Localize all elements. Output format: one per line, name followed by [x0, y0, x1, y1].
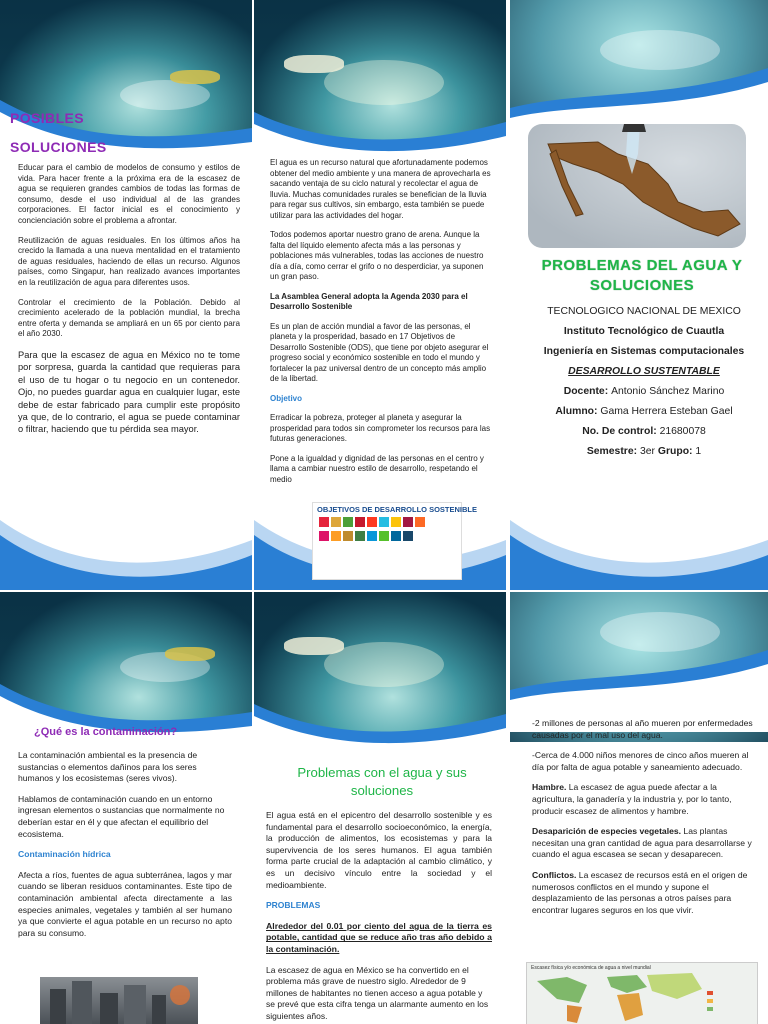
panel-agenda-2030 — [254, 0, 506, 590]
heading: POSIBLES SOLUCIONES — [10, 110, 107, 155]
body-text: El agua es un recurso natural que afortunadamente podemos obtener del medio ambiente y una manera de aprovecharla es sacando ventaja de su ciclo natural y recolectar el agua de lluvia. Muchas comunidades rurales se benefician de la lluvia para regar sus cultivos, sin embargo, esta también se puede utilizar para las actividades del hogar. Todos podemos aportar nuestro grano de arena. Aunque la falta del líquido elemento afecta más a las personas y poblaciones más vulnerables, todas las acciones de nuestro día a día, como cerrar el grifo o no desperdiciar, ya suponen un gran paso. La Asamblea General adopta la Agenda 2030 para el Desarrollo Sostenible Es un plan de acción mundial a favor de las personas, el planeta y la prosperidad, basado en 17 Objetivos de Desarrollo Sostenible (ODS), que tiene por objeto asegurar el progreso social y económico sostenible en todo el mundo y fortalecer la paz universal dentro de un concepto más amplio de la libertad. Objetivo Erradicar la pobreza, proteger al planeta y asegurar la prosperidad para todos sin comprometer los recursos para las futuras generaciones. Pone a la igualdad y dignidad de las personas en el centro y llama a cambiar nuestro estilo de desarrollo, respetando el medio — [270, 158, 491, 484]
objetivo-heading: Objetivo — [270, 393, 303, 403]
docente-line: Docente: Antonio Sánchez Marino — [563, 386, 725, 397]
mexico-map-image — [528, 124, 746, 248]
career: Ingeniería en Sistemas computacionales — [543, 346, 745, 357]
subject: DESARROLLO SUSTENTABLE — [568, 366, 720, 377]
document-title: PROBLEMAS DEL AGUA Y SOLUCIONES — [541, 257, 743, 294]
wave-footer — [510, 500, 768, 590]
body-text: La contaminación ambiental es la presencia de sustancias o elementos dañinos para los seres humanos y los ecosistemas (seres vivos). Hablamos de contaminación cuando en un entorno ingresan elementos o sustancias que normalmente no deberían estar en él y que afectan el equilibrio del ecosistema. Contaminación hídrica Afecta a ríos, fuentes de agua subterránea, lagos y mar cuando se liberan residuos contaminantes. Este tipo de contaminación ambiental afecta directamente a las especies animales, vegetales y también al ser humano ya que convierte el agua potable en un recurso no apto para su consumo. — [18, 750, 232, 938]
pollution-city-image — [40, 977, 198, 1024]
cover-info — [538, 305, 750, 465]
sdg-logo-image: OBJETIVOS DE DESARROLLO SOSTENIBLE — [312, 502, 462, 580]
school-name: TECNOLOGICO NACIONAL DE MEXICO — [547, 306, 741, 317]
alumno-line: Alumno: Gama Herrera Esteban Gael — [555, 406, 733, 417]
section-heading: ¿Qué es la contaminación? — [34, 726, 178, 738]
highlight-text: Alrededor del 0.01 por ciento del agua de la tierra es potable, cantidad que se reduce año tras año debido a la contaminación. — [266, 920, 492, 954]
wave-footer — [0, 500, 252, 590]
institute-name: Instituto Tecnológico de Cuautla — [563, 326, 725, 337]
body-text: -2 millones de personas al año mueren por enfermedades causadas por el mal uso del agua. -Cerca de 4.000 niños menores de cinco años mueren al día por falta de agua potable y saneamiento adecuado. Hambre. La escasez de agua puede afectar a la agricultura, la ganadería y la industria y, por lo tanto, producir escasez de alimentos y hambre. Desaparición de especies vegetales. Las plantas necesitan una gran cantidad de agua para desarrollarse y cuando el agua escasea se secan y desaparecen. Conflictos. La escasez de recursos está en el origen de numerosos conflictos en el mundo y supone el desplazamiento de las personas a otros países para encontrar lugares seguros en los que vivir. — [532, 718, 753, 915]
problemas-heading: PROBLEMAS — [266, 900, 321, 911]
body-text: El agua está en el epicentro del desarrollo sostenible y es fundamental para el desarrollo socioeconómico, la energía, la producción de alimentos, los ecosistemas y para la supervivencia de los seres humanos. El agua también forma parte crucial de la adaptación al cambio climático, y es un decisivo vínculo entre la sociedad y el medioambiente. PROBLEMAS Alrededor del 0.01 por ciento del agua de la tierra es potable, cantidad que se reduce año tras año debido a la contaminación. La escasez de agua en México se ha convertido en el problema más grave de nuestro siglo. Alrededor de 9 millones de habitantes no tienen acceso a agua potable y se prevé que esta cifra tenga un alarmante aumento en los siguientes años. — [266, 810, 492, 1021]
body-text: Educar para el cambio de modelos de consumo y estilos de vida. Para hacer frente a la próxima era de la escasez de agua se requieren grandes cambios de todas las formas de consumo, desde el uso individual al de las grandes corporaciones. El factor inicial es el conocimiento y concienciación sobre el problema a afrontar. Reutilización de aguas residuales. En los últimos años ha crecido la llamada a una nueva mentalidad en el tratamiento de aguas residuales, haciendo de ellas un recurso. Algunos países, como Singapur, han realizado avances importantes en la reutilización de agua para diferentes usos. Controlar el crecimiento de la Población. Debido al crecimiento acelerado de la población mundial, la brecha entre oferta y demanda se ampliará en un 65 por ciento para el año 2030. Para que la escasez de agua en México no te tome por sorpresa, guarda la cantidad que requieras para el uso de tu hogar o tu negocio en un contenedor. Ojo, no puedes guardar agua en cualquier lugar, este debe de estar fabricado para cumplir este propósito ya que, de lo contrario, el agua se puede contaminar o filtrar, haciendo que tu pérdida sea mayor. — [18, 163, 240, 435]
panel-consecuencias — [510, 592, 768, 1024]
semestre-line: Semestre: 3er Grupo: 1 — [586, 446, 702, 457]
control-line: No. De control: 21680078 — [582, 426, 706, 437]
world-water-map-image: Escasez física y/o económica de agua a nivel mundial — [526, 962, 758, 1024]
panel-cover — [510, 0, 768, 590]
panel-problemas — [254, 592, 506, 1024]
panel-contaminacion — [0, 592, 252, 1024]
wave-decoration — [254, 664, 506, 754]
section-title: Problemas con el agua y sus soluciones — [297, 765, 467, 798]
wave-decoration — [254, 72, 506, 162]
panel-posibles-soluciones — [0, 0, 252, 590]
